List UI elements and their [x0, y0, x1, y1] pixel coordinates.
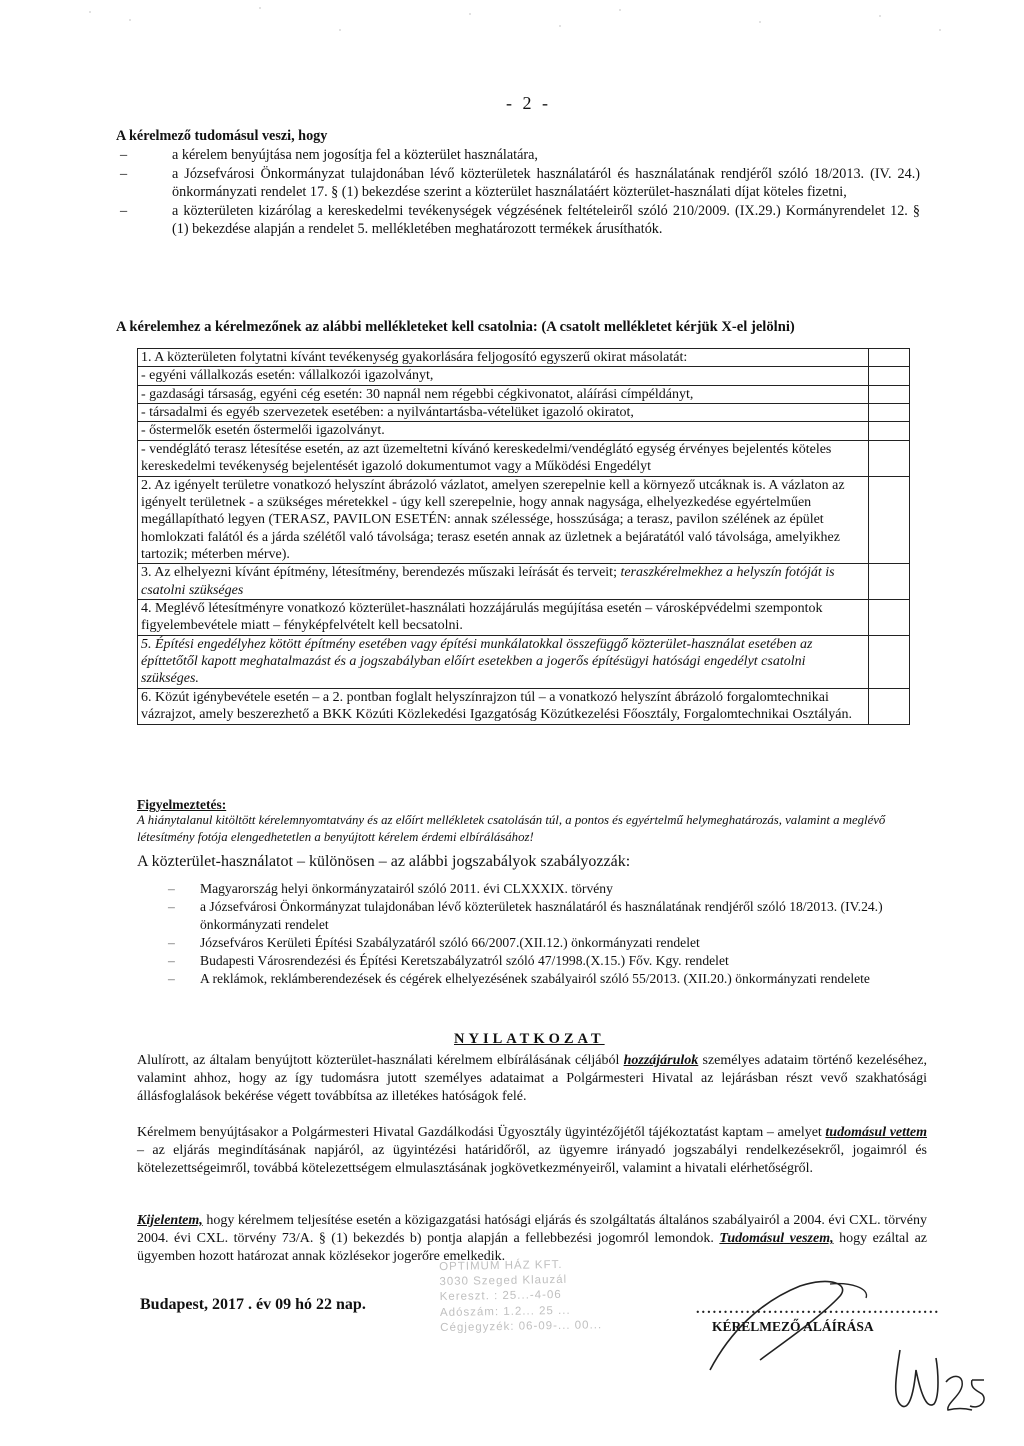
laws-heading: A közterület-használatot – különösen – az alábbi jogszabályok szabályozzák:	[137, 853, 631, 870]
table-row	[138, 349, 910, 367]
table-row	[138, 476, 910, 564]
signature-caption: KÉRELMEZŐ ALÁÍRÁSA	[712, 1319, 874, 1334]
acknowledgement-list	[116, 146, 920, 239]
attachment-checkbox[interactable]	[869, 367, 910, 385]
attachment-text: - egyéni vállalkozás esetén: vállalkozói igazolványt,	[138, 367, 869, 385]
attachment-checkbox[interactable]	[869, 404, 910, 422]
list-item: – Budapesti Városrendezési és Építési Keretszabályzatról szóló 47/1998.(X.15.) Főv. Kgy. rendelet	[168, 953, 729, 968]
list-item: – a közterületen kizárólag a kereskedelmi tevékenységek végzésének feltételeiről szóló 210/2009. (IX.29.) Kormányrendelet 12. § (1) bekezdése alapján a rendelet 5. mellékletében meghatározott termékek árusíthatók.	[120, 203, 920, 238]
consent-emphasis: hozzájárulok	[623, 1053, 699, 1068]
warning-text: A hiánytalanul kitöltött kérelemnyomtatvány és az előírt mellékletek csatolásán túl, a pontos és egyértelmű helymeghatározás, valamint a meglévő létesítmény fotója elengedhetetlen a benyújtott kérelem érdemi elbírálásához!	[137, 813, 886, 844]
list-item: – A reklámok, reklámberendezések és cégérek elhelyezésének szabályairól szóló 55/2013. (XII.20.) önkormányzati rendelete	[168, 971, 870, 987]
attachment-checkbox[interactable]	[869, 635, 910, 688]
table-row	[138, 600, 910, 636]
attachment-text: 3. Az elhelyezni kívánt építmény, létesítmény, berendezés műszaki leírását és terveit; teraszkérelmekhez a helyszín fotóját is csatolni szükséges	[138, 564, 869, 600]
attachment-checkbox[interactable]	[869, 476, 910, 564]
attachment-text: 5. Építési engedélyhez kötött építmény esetében vagy építési munkálatokkal összefüggő közterület-használat esetében az építtetőtől kapott meghatalmazást és a jogszabályban előírt esetekben a jogerős építésügyi hatósági engedélyt csatolni szükséges.	[138, 635, 869, 688]
list-item: – Józsefváros Kerületi Építési Szabályzatáról szóló 66/2007.(XII.12.) önkormányzati rendelet	[168, 934, 700, 950]
attachment-checkbox[interactable]	[869, 688, 910, 724]
list-item: – a kérelem benyújtása nem jogosítja fel a közterület használatára,	[120, 147, 538, 163]
attachment-text: - gazdasági társaság, egyéni cég esetén: 30 napnál nem régebbi cégkivonatot, aláírási címpéldányt,	[138, 385, 869, 403]
attachment-checkbox[interactable]	[869, 422, 910, 440]
acknowledge-emphasis: Tudomásul veszem,	[719, 1231, 834, 1247]
place-and-date: Budapest, 2017 . év 09 hó 22 nap.	[140, 1296, 366, 1313]
attachment-text: 6. Közút igénybevétele esetén – a 2. pontban foglalt helyszínrajzon túl – a vonatkozó helyszínt ábrázoló forgalomtechnikai vázrajzot, amely beszerezhető a BKK Közúti Közlekedési Igazgatóság Közútkezelési Főosztály, Forgalomtechnikai Osztályán.	[138, 688, 869, 724]
attachment-checkbox[interactable]	[869, 440, 910, 476]
attachment-checkbox[interactable]	[869, 385, 910, 403]
declare-emphasis: Kijelentem,	[137, 1213, 203, 1228]
company-stamp: OPTIMUM HÁZ KFT. 3030 Szeged Klauzál Kereszt. : 25...-4-06 Adószám: 1.2... 25 ... Cégjegyzék: 06-09-... 00...	[439, 1258, 603, 1334]
signature-line: ............................................	[696, 1301, 941, 1317]
attachment-text: 2. Az igényelt területre vonatkozó helyszínt ábrázoló vázlatot, amelyen szerepelnie kell a környező utcáknak is. A vázlaton az igényelt területnek - a szükséges méretekkel - úgy kell szerepelnie, hogy annak nagysága, elhelyezkedése egyértelműen megállapítható legyen (TERASZ, PAVILON ESETÉN: annak szélessége, hosszúsága; a terasz, pavilon szélének az épület homlokzati falától és a járda szélétől való távolsága; terasz esetén annak az üzletnek a bejáratától való távolsága, amelyikhez tartozik; méterben mérve).	[138, 476, 869, 564]
scan-artifact-top	[0, 0, 1024, 60]
table-row	[138, 564, 910, 600]
declaration-title: NYILATKOZAT	[454, 1031, 605, 1047]
dash-bullet: –	[168, 881, 175, 896]
table-row	[138, 688, 910, 724]
attachment-checkbox[interactable]	[869, 564, 910, 600]
dash-bullet: –	[168, 953, 175, 968]
list-item: – a Józsefvárosi Önkormányzat tulajdonában lévő közterületek használatáról és használatának rendjéről szóló 18/2013. (IV. 24.) önkormányzati rendelet 17. § (1) bekezdése szerint a közterület használatáért közterület-használati díjat köteles fizetni,	[120, 166, 920, 201]
dash-bullet: –	[168, 971, 175, 987]
table-row	[138, 385, 910, 403]
acknowledged-emphasis: tudomásul vettem	[825, 1125, 928, 1140]
list-item: – a Józsefvárosi Önkormányzat tulajdonában lévő közterületek használatáról és használatának rendjéről szóló 18/2013. (IV.24.) önkormányzati rendelet	[168, 899, 883, 932]
dash-bullet: –	[120, 203, 128, 220]
warning-title: Figyelmeztetés:	[137, 797, 227, 812]
attachment-text: - társadalmi és egyéb szervezetek esetében: a nyilvántartásba-vételüket igazoló okiratot,	[138, 404, 869, 422]
dash-bullet: –	[168, 934, 175, 950]
attachment-checkbox[interactable]	[869, 349, 910, 367]
attachment-text: 1. A közterületen folytatni kívánt tevékenység gyakorlására feljogosító egyszerű okirat másolatát:	[138, 349, 869, 367]
attachment-checkbox[interactable]	[869, 600, 910, 636]
dash-bullet: –	[120, 147, 128, 163]
laws-list	[166, 880, 932, 989]
dash-bullet: –	[168, 899, 175, 915]
table-row	[138, 440, 910, 476]
dash-bullet: –	[120, 166, 128, 183]
table-row	[138, 635, 910, 688]
attachment-text: 4. Meglévő létesítményre vonatkozó közterület-használati hozzájárulás megújítása esetén – városképvédelmi szempontok figyelembevétele miatt – fényképfelvételt kell becsatolni.	[138, 600, 869, 636]
attachment-italic-note: teraszkérelmekhez a helyszín fotóját is csatolni szükséges	[141, 565, 835, 598]
declaration-paragraph-information: Kérelmem benyújtásakor a Polgármesteri Hivatal Gazdálkodási Ügyosztály ügyintézőjétől tájékoztatást kaptam – amelyet tudomásul vettem – az eljárás megindításának napjáról, az ügyintézési határidőről, az ügyemre irányadó jogszabályi rendelkezésekről, jogaimról és kötelezettségeimről, továbbá kötelezettségem elmulasztásának jogkövetkezményeiről, valamint a hivatali elérhetőségről.	[137, 1125, 928, 1177]
table-row	[138, 422, 910, 440]
attachment-text: - őstermelők esetén őstermelői igazolványt.	[138, 422, 869, 440]
table-row	[138, 367, 910, 385]
declaration-paragraph-consent: Alulírott, az általam benyújtott közterület-használati kérelmem elbírálásának céljából hozzájárulok személyes adataim történő kezeléséhez, valamint ahhoz, hogy az így tudomásra jutott személyes adataimat a Polgármesteri Hivatal az lejárásban részt vevő szakhatósági állásfoglalások bekérése végett továbbítsa az illetékes hatóságok felé.	[137, 1053, 927, 1105]
list-item: – Magyarország helyi önkormányzatairól szóló 2011. évi CLXXXIX. törvény	[168, 881, 613, 896]
page-number: - 2 -	[506, 93, 551, 113]
attachments-table	[137, 348, 910, 725]
attachment-text: - vendéglátó terasz létesítése esetén, az azt üzemeltetni kívánó kereskedelmi/vendéglátó egység érvényes bejelentés köteles kereskedelmi tevékenység bejelentését igazoló dokumentumot vagy a Működési Engedélyt	[138, 440, 869, 476]
declaration-paragraph-waiver: Kijelentem, hogy kérelmem teljesítése esetén a közigazgatási hatósági eljárás és szolgáltatás általános szabályairól a 2004. évi CXL. törvény 2004. évi CXL. törvény 73/A. § (1) bekezdés b) pontja alapján a fellebbezési jogomról lemondok. Tudomásul veszem, hogy ezáltal az ügyemben hozott határozat annak közlésekor jogerőre emelkedik.	[137, 1213, 928, 1265]
attachments-heading: A kérelemhez a kérelmezőnek az alábbi mellékleteket kell csatolnia: (A csatolt mellékletet kérjük X-el jelölni)	[116, 319, 795, 335]
handwritten-initials	[880, 1330, 990, 1420]
acknowledgement-heading: A kérelmező tudomásul veszi, hogy	[116, 128, 328, 144]
table-row	[138, 404, 910, 422]
